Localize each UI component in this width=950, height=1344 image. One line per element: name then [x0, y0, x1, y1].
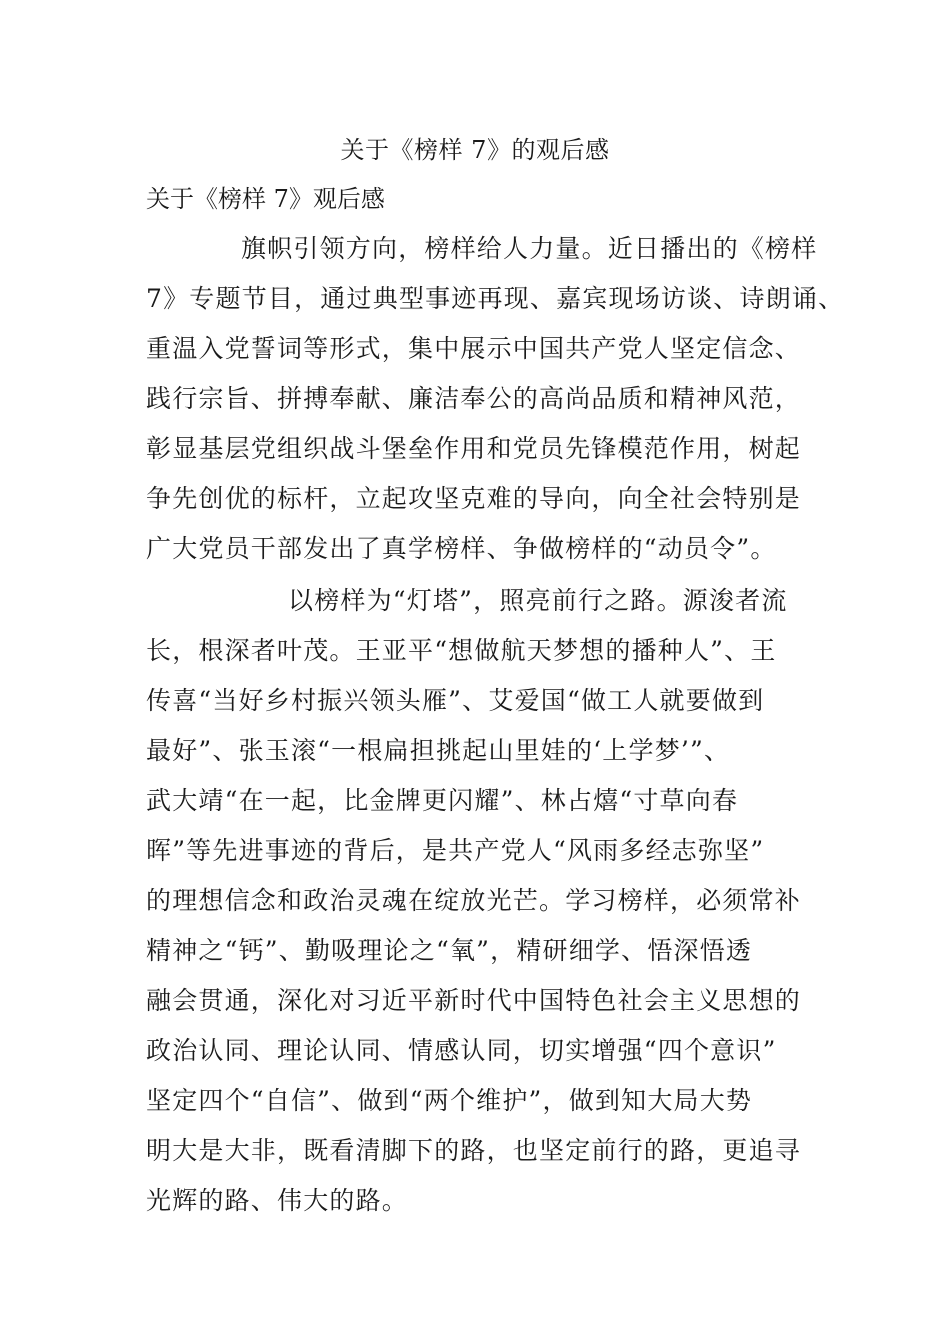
- paragraph-line: 最好”、张玉滚“一根扁担挑起山里娃的‘上学梦’”、: [146, 736, 731, 765]
- paragraph-line: 武大靖“在一起，比金牌更闪耀”、林占熺“寸草向春: [146, 786, 739, 815]
- paragraph-line: 长，根深者叶茂。王亚平“想做航天梦想的播种人”、王: [146, 636, 777, 665]
- paragraph-line: 晖”等先进事迹的背后，是共产党人“风雨多经志弥坚”: [146, 836, 765, 865]
- paragraph-line: 政治认同、理论认同、情感认同，切实增强“四个意识”: [146, 1036, 777, 1065]
- paragraph-line: 坚定四个“自信”、做到“两个维护”，做到知大局大势: [146, 1086, 753, 1115]
- paragraph-line: 融会贯通，深化对习近平新时代中国特色社会主义思想的: [146, 986, 802, 1015]
- document-subtitle: 关于《榜样 7》观后感: [146, 185, 385, 213]
- paragraph-line: 争先创优的标杆，立起攻坚克难的导向，向全社会特别是: [146, 484, 802, 513]
- paragraph-line: 旗帜引领方向，榜样给人力量。近日播出的《榜样: [241, 234, 818, 263]
- paragraph-line: 重温入党誓词等形式，集中展示中国共产党人坚定信念、: [146, 334, 802, 363]
- paragraph-line: 以榜样为“灯塔”，照亮前行之路。源浚者流: [288, 586, 788, 615]
- paragraph-line: 精神之“钙”、勤吸理论之“氧”，精研细学、悟深悟透: [146, 936, 753, 965]
- paragraph-line: 彰显基层党组织战斗堡垒作用和党员先锋模范作用，树起: [146, 434, 802, 463]
- paragraph-line: 的理想信念和政治灵魂在绽放光芒。学习榜样，必须常补: [146, 886, 802, 915]
- document-title: 关于《榜样 7》的观后感: [340, 136, 610, 164]
- paragraph-line: 广大党员干部发出了真学榜样、争做榜样的“动员令”。: [146, 534, 777, 563]
- paragraph-line: 明大是大非，既看清脚下的路，也坚定前行的路，更追寻: [146, 1136, 802, 1165]
- paragraph-2: [146, 576, 826, 1226]
- paragraph-line: 践行宗旨、拼搏奉献、廉洁奉公的高尚品质和精神风范，: [146, 384, 802, 413]
- paragraph-line: 光辉的路、伟大的路。: [146, 1186, 409, 1215]
- paragraph-1: [146, 224, 845, 574]
- paragraph-line: 传喜“当好乡村振兴领头雁”、艾爱国“做工人就要做到: [146, 686, 765, 715]
- paragraph-line: 7》专题节目，通过典型事迹再现、嘉宾现场访谈、诗朗诵、: [146, 284, 845, 313]
